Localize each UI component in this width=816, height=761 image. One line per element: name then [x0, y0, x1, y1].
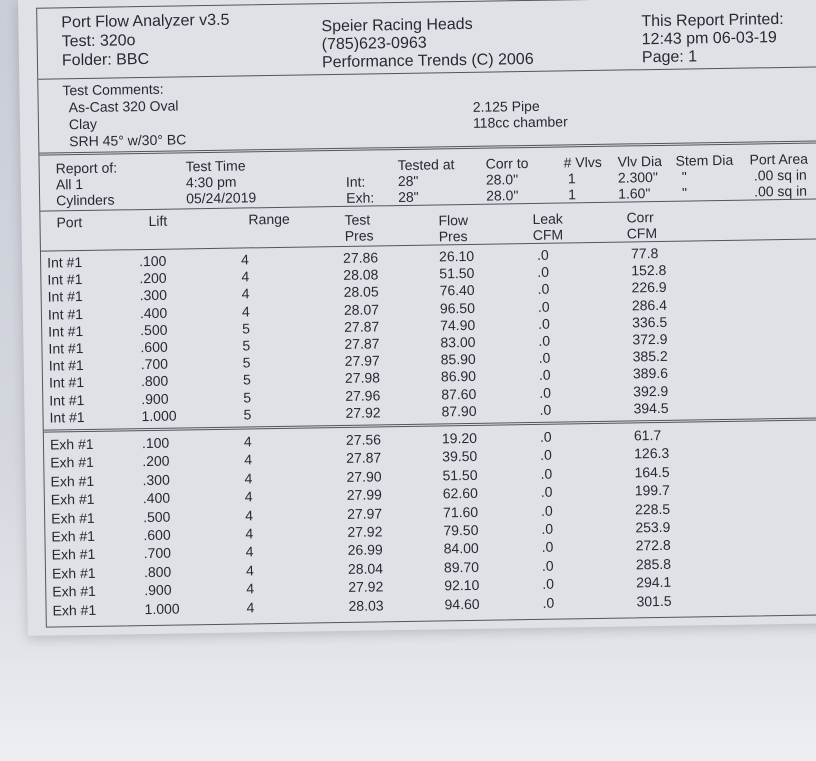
corr-to-int: 28.0": [485, 171, 519, 188]
cell-flow-pres: 51.50: [442, 466, 478, 484]
cell-flow-pres: 74.90: [440, 316, 476, 334]
cell-leak-cfm: .0: [541, 520, 554, 537]
cell-lift: .900: [141, 390, 169, 407]
cell-lift: .900: [144, 581, 172, 599]
cell-flow-pres: 84.00: [443, 540, 479, 557]
vlv-dia-exh: 1.60": [617, 185, 651, 202]
cell-port: Exh #1: [51, 509, 95, 527]
port-area-int: .00 sq in: [753, 166, 807, 184]
comment-chamber: 118cc chamber: [472, 113, 568, 131]
cell-flow-pres: 87.60: [441, 385, 477, 402]
cell-flow-pres: 39.50: [442, 448, 478, 465]
vlv-dia-int: 2.300": [617, 168, 658, 186]
cell-flow-pres: 87.90: [441, 402, 477, 420]
cell-corr-cfm: 336.5: [632, 313, 668, 331]
cell-test-pres: 26.99: [347, 541, 383, 559]
cell-lift: .300: [139, 287, 168, 304]
col-port: Port: [56, 214, 83, 231]
cell-flow-pres: 85.90: [440, 351, 476, 368]
cell-test-pres: 28.03: [348, 596, 384, 614]
cell-port: Exh #1: [50, 454, 94, 471]
comments-label: Test Comments:: [62, 80, 164, 99]
cell-leak-cfm: .0: [537, 281, 550, 298]
cell-port: Exh #1: [51, 527, 96, 545]
cell-test-pres: 27.92: [348, 578, 384, 596]
cell-leak-cfm: .0: [537, 298, 550, 315]
report-of-label: Report of:: [55, 159, 118, 177]
comment-line: SRH 45° w/30° BC: [69, 131, 187, 150]
cylinders-label: Cylinders: [56, 191, 115, 209]
copyright: Performance Trends (C) 2006: [321, 50, 534, 72]
cell-corr-cfm: 294.1: [636, 573, 672, 591]
cell-test-pres: 27.90: [346, 468, 382, 485]
cell-test-pres: 27.97: [346, 504, 383, 522]
col-pres: Pres: [344, 227, 374, 244]
col-leak-cfm: CFM: [532, 226, 564, 243]
cell-lift: .400: [139, 304, 168, 321]
cell-test-pres: 27.92: [347, 523, 383, 540]
cell-leak-cfm: .0: [539, 401, 552, 418]
col-corr-cfm: CFM: [626, 224, 658, 242]
vlvs-exh: 1: [567, 186, 577, 203]
cell-corr-cfm: 394.5: [633, 399, 669, 417]
cell-flow-pres: 76.40: [439, 282, 475, 299]
cell-leak-cfm: .0: [540, 502, 553, 519]
port-area-label: Port Area: [749, 150, 809, 168]
cell-port: Int #1: [47, 288, 83, 305]
col-corr: Corr: [626, 209, 654, 226]
test-time: 4:30 pm: [185, 173, 237, 191]
exh-label: Exh:: [346, 189, 375, 206]
cell-flow-pres: 89.70: [443, 558, 480, 576]
col-leak: Leak: [532, 210, 563, 227]
cell-corr-cfm: 385.2: [632, 348, 668, 365]
test-name: Test: 320o: [61, 32, 136, 51]
cell-leak-cfm: .0: [542, 594, 555, 611]
cell-flow-pres: 19.20: [441, 429, 478, 447]
cell-test-pres: 27.87: [344, 318, 380, 335]
stem-dia-exh: ": [681, 184, 688, 201]
cell-lift: 1.000: [144, 600, 180, 617]
cell-range: 5: [242, 337, 251, 354]
printed-report-sheet: [18, 0, 816, 636]
cell-corr-cfm: 152.8: [631, 262, 667, 279]
page-number: Page: 1: [641, 48, 698, 67]
cell-test-pres: 27.87: [344, 335, 380, 352]
cell-flow-pres: 26.10: [438, 247, 475, 265]
report-of-value: All 1: [55, 176, 84, 193]
comment-pipe: 2.125 Pipe: [472, 97, 540, 115]
cell-port: Int #1: [48, 340, 84, 357]
cell-lift: .200: [142, 453, 170, 470]
cell-lift: .700: [140, 355, 169, 373]
test-time-label: Test Time: [185, 157, 246, 175]
cell-range: 4: [246, 598, 255, 616]
col-range: Range: [248, 210, 290, 228]
cell-leak-cfm: .0: [538, 332, 551, 349]
cell-range: 4: [243, 433, 252, 450]
cell-corr-cfm: 286.4: [631, 296, 668, 313]
cell-corr-cfm: 272.8: [635, 537, 671, 554]
vlvs-int: 1: [567, 170, 576, 187]
cell-leak-cfm: .0: [540, 465, 553, 482]
cell-port: Int #1: [48, 374, 85, 391]
cell-port: Exh #1: [52, 583, 97, 600]
cell-lift: 1.000: [141, 407, 177, 424]
cell-port: Exh #1: [51, 546, 96, 563]
cell-range: 5: [242, 320, 251, 337]
cell-range: 4: [245, 525, 254, 542]
cell-range: 5: [242, 354, 251, 371]
cell-range: 4: [244, 451, 253, 468]
col-test: Test: [344, 211, 371, 228]
report-frame: [36, 0, 816, 628]
cell-corr-cfm: 199.7: [634, 482, 670, 499]
stem-dia-int: ": [681, 168, 687, 185]
cell-leak-cfm: .0: [536, 246, 549, 263]
cell-test-pres: 27.99: [346, 486, 382, 504]
cell-flow-pres: 71.60: [442, 503, 479, 520]
divider: [40, 198, 816, 212]
cell-test-pres: 27.56: [345, 431, 382, 448]
col-lift: Lift: [148, 212, 168, 229]
cell-leak-cfm: .0: [541, 539, 554, 556]
cell-corr-cfm: 253.9: [635, 518, 671, 536]
comment-line: As-Cast 320 Oval: [68, 97, 179, 116]
app-title: Port Flow Analyzer v3.5: [61, 11, 230, 32]
cell-flow-pres: 94.60: [444, 595, 480, 612]
cell-corr-cfm: 164.5: [634, 463, 670, 481]
intake-table: [41, 242, 816, 427]
cell-test-pres: 27.97: [344, 352, 380, 370]
cell-corr-cfm: 392.9: [633, 382, 669, 399]
cell-corr-cfm: 126.3: [634, 445, 670, 462]
cell-lift: .600: [143, 526, 171, 544]
port-area-exh: .00 sq in: [753, 182, 808, 200]
cell-leak-cfm: .0: [538, 349, 551, 367]
cell-range: 5: [243, 388, 252, 406]
cell-test-pres: 27.87: [346, 449, 382, 467]
cell-test-pres: 27.96: [345, 386, 381, 404]
cell-range: 4: [240, 251, 250, 268]
test-date: 05/24/2019: [186, 189, 257, 207]
cell-corr-cfm: 228.5: [634, 500, 671, 517]
tested-at-label: Tested at: [397, 156, 455, 174]
cell-port: Int #1: [47, 305, 84, 323]
cell-corr-cfm: 372.9: [632, 330, 668, 348]
cell-range: 4: [244, 506, 254, 524]
cell-range: 4: [246, 580, 255, 597]
cell-lift: .800: [140, 373, 169, 390]
corr-to-label: Corr to: [485, 155, 529, 172]
vlvs-label: # Vlvs: [563, 153, 602, 171]
cell-lift: .400: [142, 489, 171, 507]
cell-leak-cfm: .0: [540, 483, 553, 501]
col-flow: Flow: [438, 211, 469, 229]
cell-port: Exh #1: [49, 435, 94, 453]
cell-corr-cfm: 226.9: [631, 279, 667, 296]
cell-leak-cfm: .0: [541, 557, 554, 574]
cell-flow-pres: 51.50: [439, 265, 475, 282]
cell-corr-cfm: 77.8: [630, 244, 659, 262]
exhaust-table: [44, 424, 816, 623]
cell-test-pres: 28.08: [343, 266, 379, 284]
cell-lift: .500: [140, 321, 168, 338]
cell-test-pres: 27.86: [342, 249, 379, 266]
cell-range: 4: [241, 268, 250, 285]
cell-port: Int #1: [49, 408, 85, 426]
cell-lift: .500: [143, 508, 171, 525]
cell-range: 4: [241, 302, 250, 320]
company-name: Speier Racing Heads: [321, 15, 473, 36]
cell-corr-cfm: 389.6: [632, 365, 669, 382]
tested-at-exh: 28": [398, 188, 419, 206]
cell-port: Exh #1: [51, 564, 96, 582]
cell-test-pres: 28.07: [343, 300, 380, 318]
cell-port: Int #1: [48, 357, 84, 374]
cell-test-pres: 27.98: [344, 369, 381, 387]
stem-dia-label: Stem Dia: [675, 151, 734, 169]
cell-port: Int #1: [47, 254, 83, 271]
int-label: Int:: [345, 173, 366, 190]
cell-flow-pres: 96.50: [439, 299, 476, 317]
cell-port: Int #1: [47, 271, 83, 288]
cell-port: Exh #1: [50, 491, 95, 508]
cell-port: Int #1: [49, 391, 85, 409]
cell-leak-cfm: .0: [539, 428, 552, 445]
cell-lift: .700: [143, 545, 172, 562]
folder-name: Folder: BBC: [61, 50, 150, 70]
cell-leak-cfm: .0: [540, 447, 553, 464]
cell-lift: .600: [140, 338, 168, 356]
cell-flow-pres: 62.60: [442, 485, 478, 502]
cell-leak-cfm: .0: [538, 367, 551, 384]
cell-leak-cfm: .0: [538, 315, 550, 332]
cell-range: 4: [241, 285, 250, 302]
cell-lift: .100: [138, 252, 167, 270]
company-phone: (785)623-0963: [321, 34, 427, 54]
cell-lift: .800: [143, 563, 172, 580]
cell-corr-cfm: 61.7: [633, 426, 662, 444]
cell-flow-pres: 92.10: [444, 577, 480, 594]
cell-range: 5: [243, 406, 252, 423]
tested-at-int: 28": [397, 172, 419, 190]
cell-lift: .200: [139, 269, 167, 287]
printed-time: 12:43 pm 06-03-19: [641, 29, 778, 49]
cell-lift: .100: [141, 434, 170, 452]
cell-corr-cfm: 285.8: [635, 555, 672, 573]
cell-test-pres: 28.04: [347, 560, 384, 577]
cell-port: Int #1: [48, 322, 84, 340]
cell-port: Exh #1: [50, 472, 95, 490]
cell-range: 5: [242, 371, 251, 388]
cell-flow-pres: 79.50: [443, 521, 479, 539]
printed-label: This Report Printed:: [641, 10, 784, 31]
cell-flow-pres: 86.90: [440, 368, 477, 385]
cell-port: Exh #1: [52, 601, 97, 619]
cell-test-pres: 28.05: [343, 283, 379, 301]
cell-leak-cfm: .0: [542, 575, 555, 593]
cell-range: 4: [245, 543, 254, 560]
cell-corr-cfm: 301.5: [636, 592, 672, 609]
cell-leak-cfm: .0: [537, 263, 550, 281]
comment-line: Clay: [68, 115, 98, 133]
col-flow-pres: Pres: [438, 227, 468, 245]
cell-range: 4: [245, 562, 254, 579]
cell-flow-pres: 83.00: [440, 333, 476, 351]
corr-to-exh: 28.0": [486, 187, 519, 204]
cell-range: 4: [244, 470, 253, 487]
cell-range: 4: [244, 488, 253, 505]
cell-test-pres: 27.92: [345, 404, 381, 421]
vlv-dia-label: Vlv Dia: [617, 152, 663, 170]
cell-lift: .300: [142, 471, 170, 488]
cell-leak-cfm: .0: [539, 384, 552, 401]
